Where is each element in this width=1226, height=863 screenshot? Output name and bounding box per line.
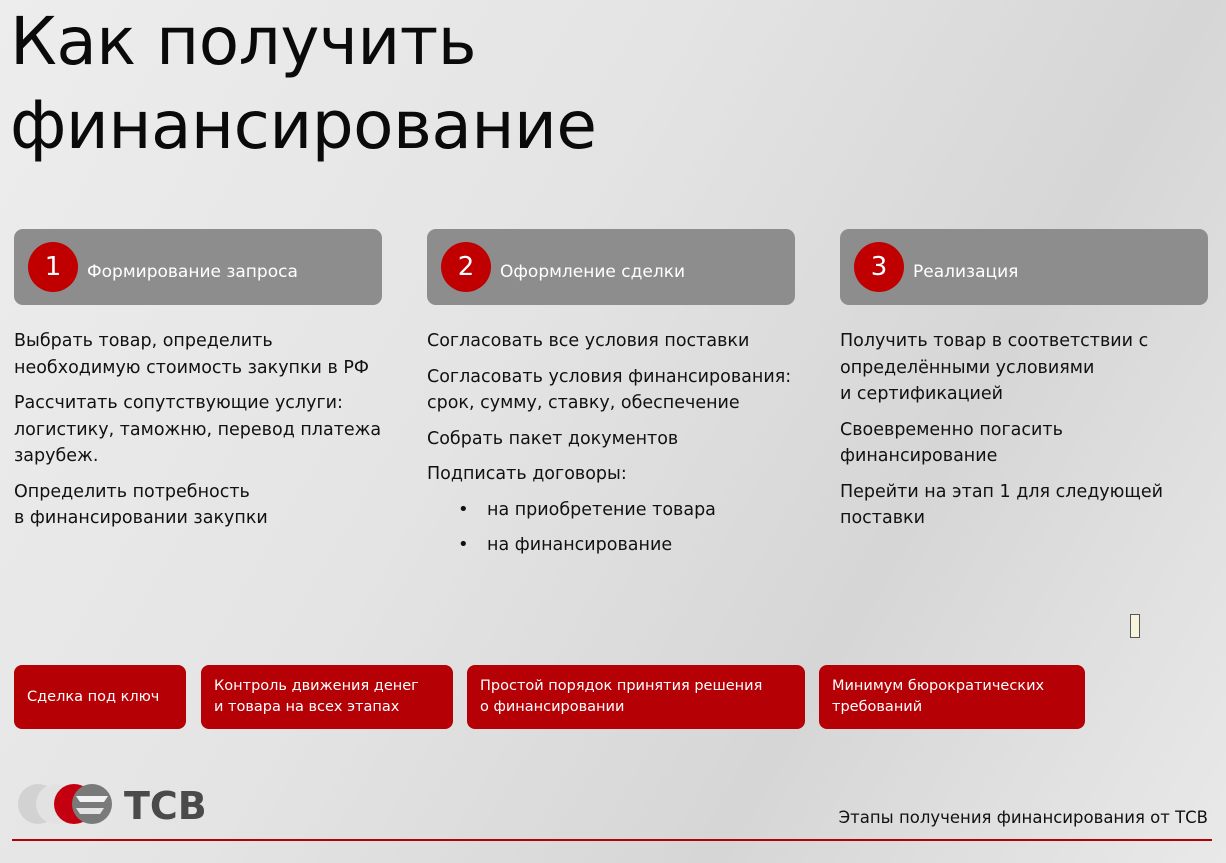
badge-text: Минимум бюрократических требований <box>832 678 1045 715</box>
list-item: • на приобретение товара <box>458 498 716 520</box>
step-1-header <box>14 229 382 305</box>
step-2-item-4: Подписать договоры: <box>427 464 627 484</box>
badge-turnkey <box>14 665 186 729</box>
step-2-header <box>427 229 795 305</box>
list-item: • на финансирование <box>458 534 673 555</box>
step-3-title: Реализация <box>913 262 1019 282</box>
step-2-item-1: Согласовать все условия поставки <box>427 331 750 351</box>
step-1-item-2: Рассчитать сопутствующие услуги: логистику, таможню, перевод платежа зарубеж. <box>14 393 382 466</box>
step-1-content <box>14 328 394 541</box>
step-3-number: 3 <box>854 242 904 292</box>
tsb-logo-mark <box>16 782 256 828</box>
step-3-item-3: Перейти на этап 1 для следующей поставки <box>840 481 1164 528</box>
step-2-title: Оформление сделки <box>500 262 686 282</box>
logo-text: ТСВ <box>124 784 207 828</box>
page-title <box>10 0 597 168</box>
step-3-content <box>840 328 1215 541</box>
badge-simple-decision <box>467 665 805 729</box>
step-2-item-2: Согласовать условия финансирования: срок, сумму, ставку, обеспечение <box>427 366 792 413</box>
badge-text: Простой порядок принятия решения о финансировании <box>480 678 763 715</box>
step-2-content <box>427 328 807 568</box>
badge-text: Сделка под ключ <box>27 688 160 705</box>
bullet-text: на приобретение товара <box>487 499 716 520</box>
step-3-item-1: Получить товар в соответствии с определёнными условиями и сертификацией <box>840 331 1149 404</box>
step-2-number: 2 <box>441 242 491 292</box>
tsb-logo <box>16 782 256 828</box>
step-3-item-2: Своевременно погасить финансирование <box>840 419 1063 466</box>
page-title-text: Как получить финансирование <box>10 3 597 164</box>
step-1-item-1: Выбрать товар, определить необходимую стоимость закупки в РФ <box>14 331 369 378</box>
step-1-number: 1 <box>28 242 78 292</box>
badge-min-bureaucracy <box>819 665 1085 729</box>
footer-caption: Этапы получения финансирования от ТСВ <box>838 808 1208 827</box>
step-1-title: Формирование запроса <box>87 262 298 282</box>
footer-divider <box>12 839 1212 841</box>
text-cursor-box <box>1130 614 1140 638</box>
badge-control <box>201 665 453 729</box>
step-2-bullet-list <box>427 497 807 559</box>
step-1-item-3: Определить потребность в финансировании закупки <box>14 481 268 528</box>
badge-text: Контроль движения денег и товара на всех этапах <box>214 678 419 715</box>
bullet-text: на финансирование <box>487 535 673 555</box>
step-2-item-3: Собрать пакет документов <box>427 428 679 449</box>
step-3-header <box>840 229 1208 305</box>
